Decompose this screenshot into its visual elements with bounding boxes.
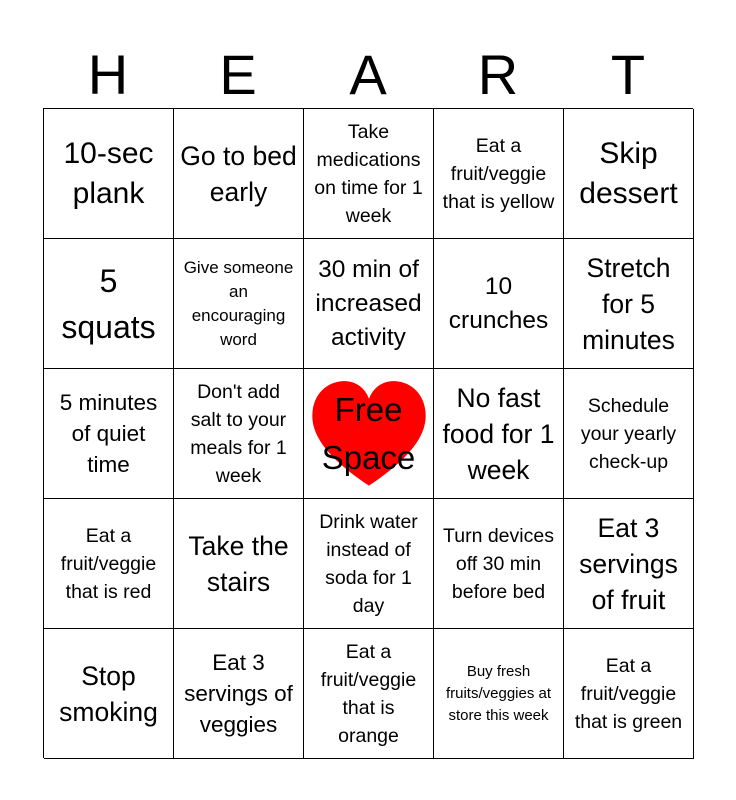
bingo-cell[interactable]: 10 crunches [434,239,564,369]
bingo-cell[interactable]: Don't add salt to your meals for 1 week [174,369,304,499]
bingo-cell[interactable]: Eat 3 servings of veggies [174,629,304,759]
free-space-label: Free Space [321,390,416,476]
bingo-cell[interactable]: Stretch for 5 minutes [564,239,694,369]
bingo-cell[interactable]: Go to bed early [174,109,304,239]
bingo-cell[interactable]: 5 squats [44,239,174,369]
free-space-cell[interactable] [304,369,434,499]
bingo-cell[interactable]: Eat a fruit/veggie that is red [44,499,174,629]
header-letter-a: A [349,43,387,106]
bingo-cell[interactable]: Skip dessert [564,109,694,239]
bingo-cell[interactable]: 10-sec plank [44,109,174,239]
bingo-cell[interactable]: Eat a fruit/veggie that is orange [304,629,434,759]
bingo-cell[interactable]: Take the stairs [174,499,304,629]
bingo-cell[interactable]: Eat 3 servings of fruit [564,499,694,629]
bingo-card [43,108,693,758]
header-letter-e: E [219,43,257,106]
bingo-cell[interactable]: Give someone an encouraging word [174,239,304,369]
bingo-cell[interactable]: Drink water instead of soda for 1 day [304,499,434,629]
bingo-cell[interactable]: 30 min of increased activity [304,239,434,369]
header-letter-t: T [610,43,646,106]
bingo-cell[interactable]: Eat a fruit/veggie that is green [564,629,694,759]
bingo-cell[interactable]: Buy fresh fruits/veggies at store this week [434,629,564,759]
bingo-cell[interactable]: No fast food for 1 week [434,369,564,499]
header-letter-h: H [87,43,129,106]
bingo-cell[interactable]: 5 minutes of quiet time [44,369,174,499]
bingo-cell[interactable]: Turn devices off 30 min before bed [434,499,564,629]
bingo-cell[interactable]: Stop smoking [44,629,174,759]
bingo-cell[interactable]: Take medications on time for 1 week [304,109,434,239]
header-letter-r: R [477,43,519,106]
bingo-cell[interactable]: Eat a fruit/veggie that is yellow [434,109,564,239]
bingo-header [43,42,693,108]
bingo-cell[interactable]: Schedule your yearly check-up [564,369,694,499]
